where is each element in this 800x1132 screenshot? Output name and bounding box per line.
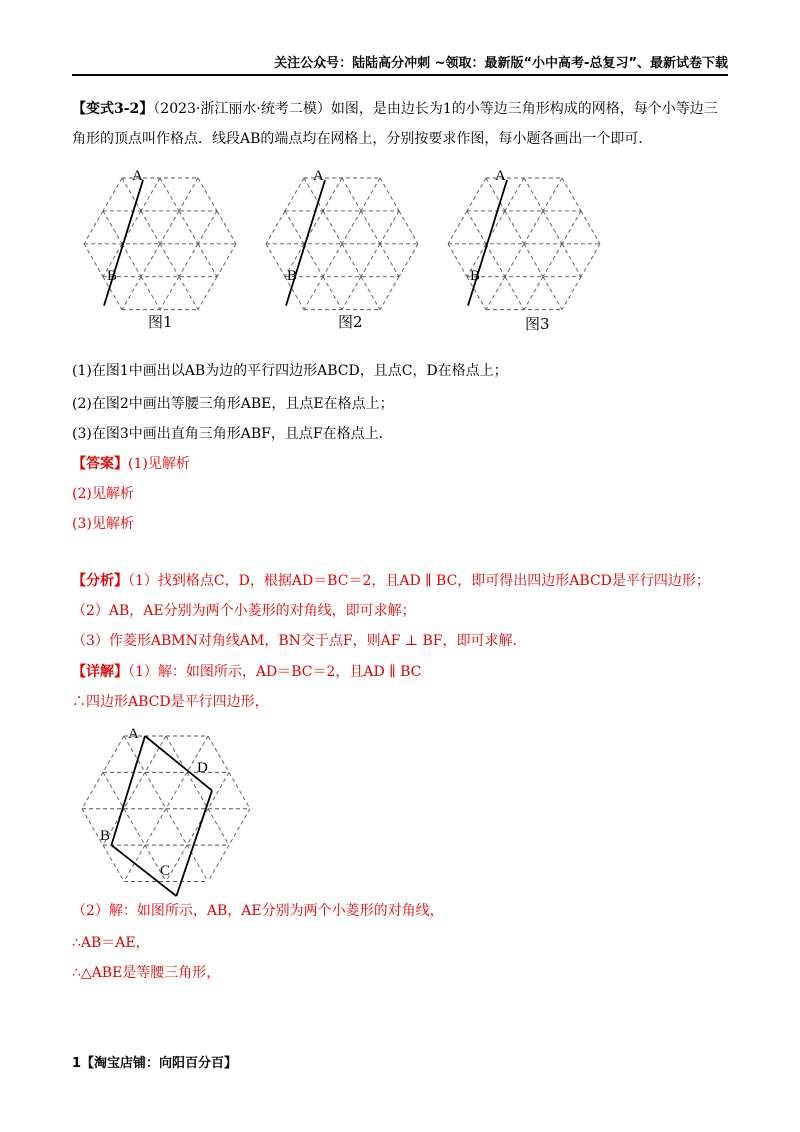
grid-line [448,244,467,277]
grid-line [266,211,285,244]
grid-line [179,178,198,211]
grid-line [122,277,141,310]
solution-point-a: A [128,726,139,742]
grid-line [304,244,323,277]
grid-line [141,178,160,211]
grid-line [304,277,323,310]
grid-line [380,244,399,277]
grid-line [361,211,380,244]
detail-line-3: （2）解：如图所示，AB，AE分别为两个小菱形的对角线， [72,903,444,919]
grid-line [486,277,505,310]
solution-point-c: C [160,863,171,879]
grid-line [562,277,581,310]
answer-3: (3)见解析 [72,516,134,532]
grid-line [342,244,361,277]
analysis-line-3: （3）作菱形ABMN对角线AM，BN交于点F，则AF ⊥ BF，即可求解． [72,633,527,649]
grid-line [124,772,145,808]
grid-line [543,244,562,277]
grid-line [166,809,187,845]
detail-line-4: ∴AB＝AE， [72,935,150,951]
grid-line [380,211,399,244]
grid-line [285,211,304,244]
grid-line [160,244,179,277]
segment-line [176,791,212,896]
grid-line [84,244,103,277]
grid-line [543,211,562,244]
grid-line [543,178,562,211]
grid-line [524,277,543,310]
detail-tag: 【详解】 [72,664,128,680]
grid-line [208,845,229,881]
figure-2-caption: 图2 [338,313,363,331]
grid-line [399,211,418,244]
problem-tag: 【变式3-2】 [72,101,154,117]
grid-line [342,211,361,244]
grid-line [160,211,179,244]
figure-1-caption: 图1 [148,313,173,331]
grid-line [103,845,124,881]
grid-line [380,277,399,310]
grid-line [198,178,217,211]
grid-line [342,178,361,211]
analysis-line-1 [72,570,710,590]
grid-line [524,244,543,277]
grid-line [145,772,166,808]
grid-line [103,178,122,211]
grid-line [448,211,467,244]
grid-line [380,178,399,211]
grid-line [285,178,304,211]
grid-line [505,178,524,211]
grid-line [198,277,217,310]
problem-line-2: 角形的顶点叫作格点．线段AB的端点均在网格上，分别按要求作图，每小题各画出一个即可． [72,131,653,147]
grid-line [160,178,179,211]
solution-point-d: D [197,760,208,776]
fig1-point-a: A [132,168,143,184]
problem-line-1 [72,98,718,118]
grid-line [229,772,250,808]
grid-line [524,178,543,211]
grid-line [198,211,217,244]
page-footer: 1【淘宝店铺：向阳百分百】 [72,1056,238,1071]
grid-line [82,772,103,808]
question-1: (1)在图1中画出以AB为边的平行四边形ABCD，且点C，D在格点上； [72,363,508,379]
grid-line [266,244,285,277]
grid-line [543,277,562,310]
grid-line [323,244,342,277]
fig3-point-b: B [470,268,481,284]
grid-line [505,211,524,244]
grid-line [103,211,122,244]
grid-line [208,809,229,845]
grid-line [562,244,581,277]
grid-line [187,845,208,881]
grid-line [198,244,217,277]
detail-text-1: （1）解：如图所示，AD＝BC＝2，且AD ∥ BC [128,664,422,680]
grid-line [342,277,361,310]
grid-line [124,809,145,845]
grid-line [323,211,342,244]
fig3-point-a: A [495,168,506,184]
grid-line [141,277,160,310]
answer-line-1 [72,453,190,473]
grid-line [323,277,342,310]
grid-line [122,244,141,277]
grid-line [103,772,124,808]
grid-line [217,244,236,277]
grid-line [166,772,187,808]
detail-line-1 [72,661,421,681]
grid-line [581,211,600,244]
grid-line [179,211,198,244]
grid-line [217,211,236,244]
analysis-text-1: （1）找到格点C，D，根据AD＝BC＝2，且AD ∥ BC，即可得出四边形ABCD是平行四边形； [128,573,710,589]
analysis-tag: 【分析】 [72,573,128,589]
grid-line [208,736,229,772]
grid-line [145,736,166,772]
fig1-point-b: B [107,268,118,284]
segment-line [111,736,145,845]
grid-line [467,211,486,244]
question-2: (2)在图2中画出等腰三角形ABE，且点E在格点上； [72,396,394,412]
grid-line [562,178,581,211]
grid-line [145,809,166,845]
grid-line [84,211,103,244]
grid-line [323,178,342,211]
grid-line [361,277,380,310]
grid-line [486,244,505,277]
grid-line [524,211,543,244]
fig2-point-a: A [313,168,324,184]
grid-line [179,277,198,310]
problem-text-1: （2023·浙江丽水·统考二模）如图，是由边长为1的小等边三角形构成的网格，每个小等边三 [153,101,718,117]
solution-point-b: B [100,828,111,844]
answer-tag: 【答案】 [72,456,128,472]
grid-line [505,244,524,277]
grid-line [141,211,160,244]
grid-line [103,736,124,772]
grid-line [581,244,600,277]
grid-line [562,211,581,244]
page-header: 关注公众号：陆陆高分冲刺 ~领取：最新版“小中高考-总复习”、最新试卷下载 [72,52,728,76]
answer-1: (1)见解析 [128,456,190,472]
solution-parallelogram-figure [78,728,278,868]
grid-line [229,809,250,845]
fig2-point-b: B [287,268,298,284]
detail-line-2: ∴四边形ABCD是平行四边形， [72,694,269,710]
analysis-line-2: （2）AB，AE分别为两个小菱形的对角线，即可求解； [72,603,416,619]
grid-line [141,244,160,277]
detail-line-5: ∴△ABE是等腰三角形， [72,965,221,981]
grid-line [361,178,380,211]
grid-line [467,178,486,211]
grid-line [160,277,179,310]
grid-line [399,244,418,277]
answer-2: (2)见解析 [72,486,134,502]
grid-line [179,244,198,277]
figure-3-caption: 图3 [525,315,550,333]
grid-line [505,277,524,310]
question-3: (3)在图3中画出直角三角形ABF，且点F在格点上． [72,426,393,442]
grid-line [361,244,380,277]
